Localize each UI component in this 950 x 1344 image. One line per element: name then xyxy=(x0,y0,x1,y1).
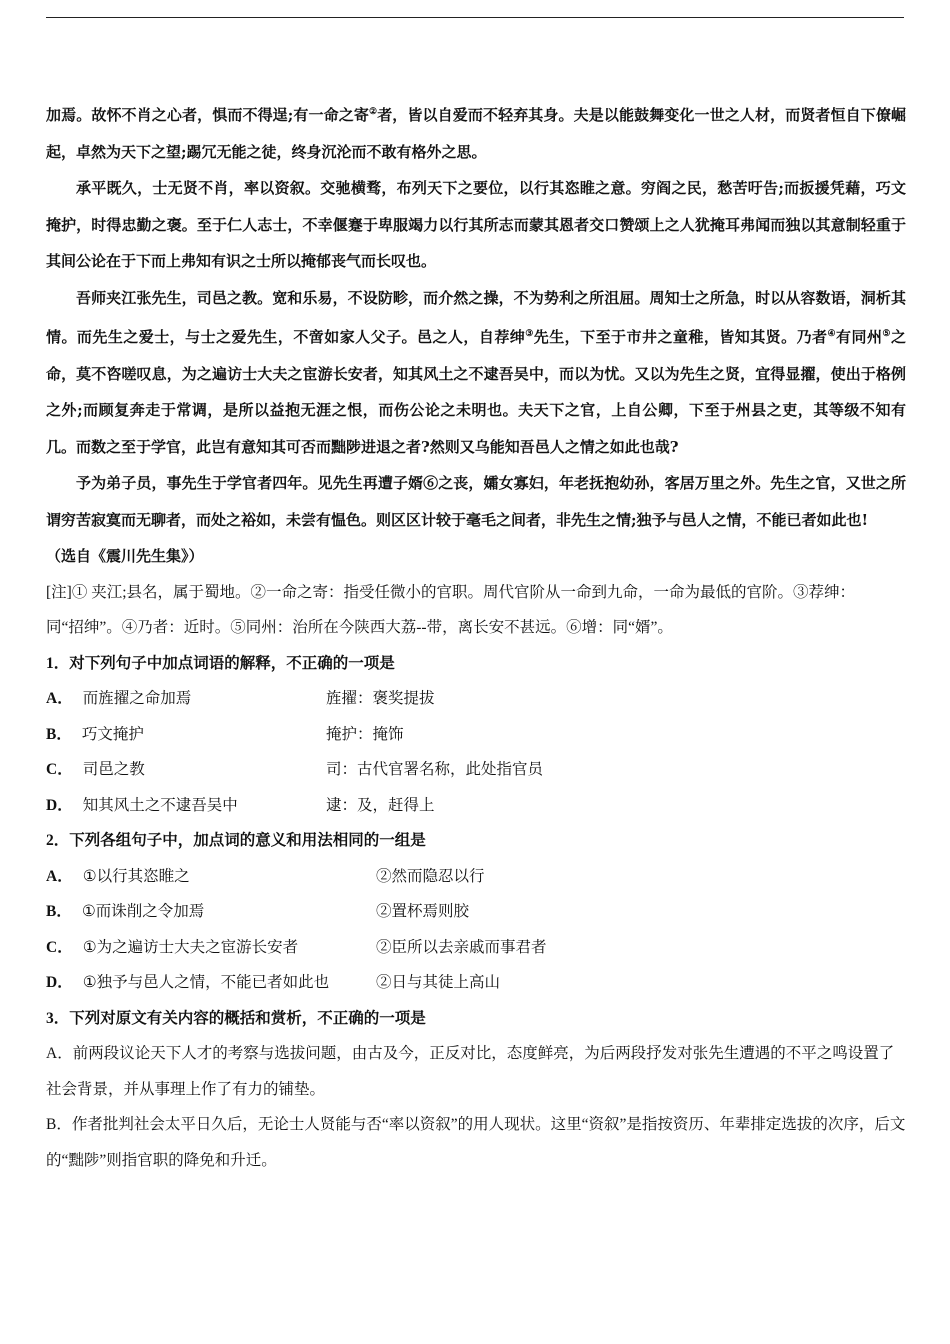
option-text: ①而诛削之令加焉 xyxy=(81,903,205,920)
option-explanation: ②臣所以去亲戚而事君者 xyxy=(376,938,547,956)
option-text: 司邑之教 xyxy=(82,761,145,778)
q1-option-b[interactable] xyxy=(46,717,906,753)
footnote-marker: ② xyxy=(369,107,378,117)
option-text: ①为之遍访士大夫之宦游长安者 xyxy=(82,938,299,956)
notes-line-2: 同“招绅”。④乃者：近时。⑤同州：治所在今陕西大荔--带，离长安不甚远。⑥增：同“婿”。 xyxy=(46,619,673,636)
option-label: C． xyxy=(46,761,73,778)
option-explanation: 司：古代官署名称，此处指官员 xyxy=(326,761,544,778)
option-label: A． xyxy=(46,690,73,707)
text-span: 吾师夹江张先生，司邑之教。宽和乐易，不设防畛，而介然之操，不为势利之所沮屈。周知士之所急，时以从容数语，洞析其情。而先生之爱士，与士之爱先生，不啻如家人父子。邑之人，自荐绅 xyxy=(46,288,906,346)
option-explanation: ②日与其徒上高山 xyxy=(376,974,501,991)
option-explanation: 旌擢：褒奖提拔 xyxy=(326,690,435,707)
option-explanation: ②然而隐忍以行 xyxy=(376,867,485,885)
option-text: 知其风土之不逮吾吴中 xyxy=(82,796,238,814)
passage-paragraph-1 xyxy=(46,94,906,170)
q1-option-a[interactable] xyxy=(46,681,906,717)
q3-option-a[interactable]: A．前两段议论天下人才的考察与选拔问题，由古及今，正反对比，态度鲜亮，为后两段抒发对张先生遭遇的不平之鸣设置了社会背景，并从事理上作了有力的铺垫。 xyxy=(46,1045,895,1098)
option-explanation: 逮：及，赶得上 xyxy=(326,796,435,814)
q2-option-a[interactable] xyxy=(46,859,906,895)
option-explanation: ②置杯焉则胶 xyxy=(376,903,470,920)
text-span: 加焉。故怀不肖之心者，惧而不得逞;有一命之寄 xyxy=(46,106,369,124)
text-span: 有同州 xyxy=(836,328,883,346)
q2-option-d[interactable] xyxy=(46,965,906,1001)
q1-option-d[interactable] xyxy=(46,788,906,824)
option-label: B． xyxy=(46,725,72,743)
text-span: 先生，下至于市井之童稚，皆知其贤。乃者 xyxy=(533,328,828,346)
question-3-stem: 3．下列对原文有关内容的概括和赏析，不正确的一项是 xyxy=(46,1009,426,1027)
passage-paragraph-2: 承平既久，士无贤不肖，率以资叙。交驰横骛，布列天下之要位，以行其恣睢之意。穷阎之民，愁苦吁告;而扳援凭藉，巧文掩护，时得忠勤之褒。至于仁人志士，不幸偃蹇于卑服竭力以行其所志而蒙其恩者交口赞颂上之人犹掩耳弗闻而独以其意制轻重于其间公论在于下而上弗知有识之士所以掩郁丧气而长叹也。 xyxy=(46,179,906,270)
option-label: B． xyxy=(46,903,72,920)
passage-paragraph-4: 予为弟子员，事先生于学官者四年。见先生再遭子婿⑥之丧，孀女寡妇，年老抚抱幼孙，客居万里之外。先生之官，又世之所谓穷苦寂寞而无聊者，而处之裕如，未尝有愠色。则区区计较于毫毛之间者，非先生之情;独予与邑人之情，不能已者如此也! xyxy=(46,474,906,529)
option-label: D． xyxy=(46,974,73,991)
option-label: D． xyxy=(46,796,73,814)
q3-option-b[interactable]: B．作者批判社会太平日久后，无论士人贤能与否“率以资叙”的用人现状。这里“资叙”是指按资历、年辈排定选拔的次序，后文的“黜陟”则指官职的降免和升迁。 xyxy=(46,1116,906,1169)
text-span: 者，皆以自爱而不轻弃其身。夫是以能鼓舞变化一世之人材，而贤者恒自下僚崛起，卓然为天下之望;踢冗无能之徒，终身沉沦而不敢有格外之思。 xyxy=(46,106,906,161)
q2-option-c[interactable] xyxy=(46,930,906,966)
option-explanation: 掩护：掩饰 xyxy=(326,725,404,743)
option-label: C． xyxy=(46,938,73,956)
passage-source: （选自《震川先生集》） xyxy=(46,547,204,565)
q1-option-c[interactable] xyxy=(46,752,906,788)
footnote-marker: ③ xyxy=(525,329,534,339)
q2-option-b[interactable] xyxy=(46,894,906,930)
header-rule xyxy=(46,17,904,18)
passage-paragraph-3 xyxy=(46,280,906,466)
text-span: 之命，莫不咨嗟叹息，为之遍访士大夫之宦游长安者，知其风土之不逮吾吴中，而以为忧。又以为先生之贤，宜得显擢，使出于格例之外;而顾复奔走于常调，是所以益抱无涯之恨，而伤公论之未明也。夫天下之官，上自公卿，下至于州县之吏，其等级不知有几。而数之至于学官，此岂有意知其可否而黜陟进退之者?然则又乌能知吾邑人之情之如此也哉? xyxy=(46,328,906,456)
question-2-stem: 2．下列各组句子中，加点词的意义和用法相同的一组是 xyxy=(46,832,426,849)
option-text: 而旌擢之命加焉 xyxy=(82,690,192,707)
notes-line-1: [注]① 夹江;县名，属于蜀地。②一命之寄：指受任微小的官职。周代官阶从一命到九命，一命为最低的官阶。③荐绅： xyxy=(46,583,856,601)
option-label: A． xyxy=(46,867,73,885)
footnote-marker: ⑤ xyxy=(882,329,891,339)
document-body xyxy=(46,94,906,1178)
option-text: 巧文掩护 xyxy=(81,725,144,743)
option-text: ①以行其恣睢之 xyxy=(82,867,190,885)
question-1-stem: 1．对下列句子中加点词语的解释，不正确的一项是 xyxy=(46,654,395,672)
option-text: ①独予与邑人之情，不能已者如此也 xyxy=(82,974,330,991)
footnote-marker: ④ xyxy=(827,329,837,339)
